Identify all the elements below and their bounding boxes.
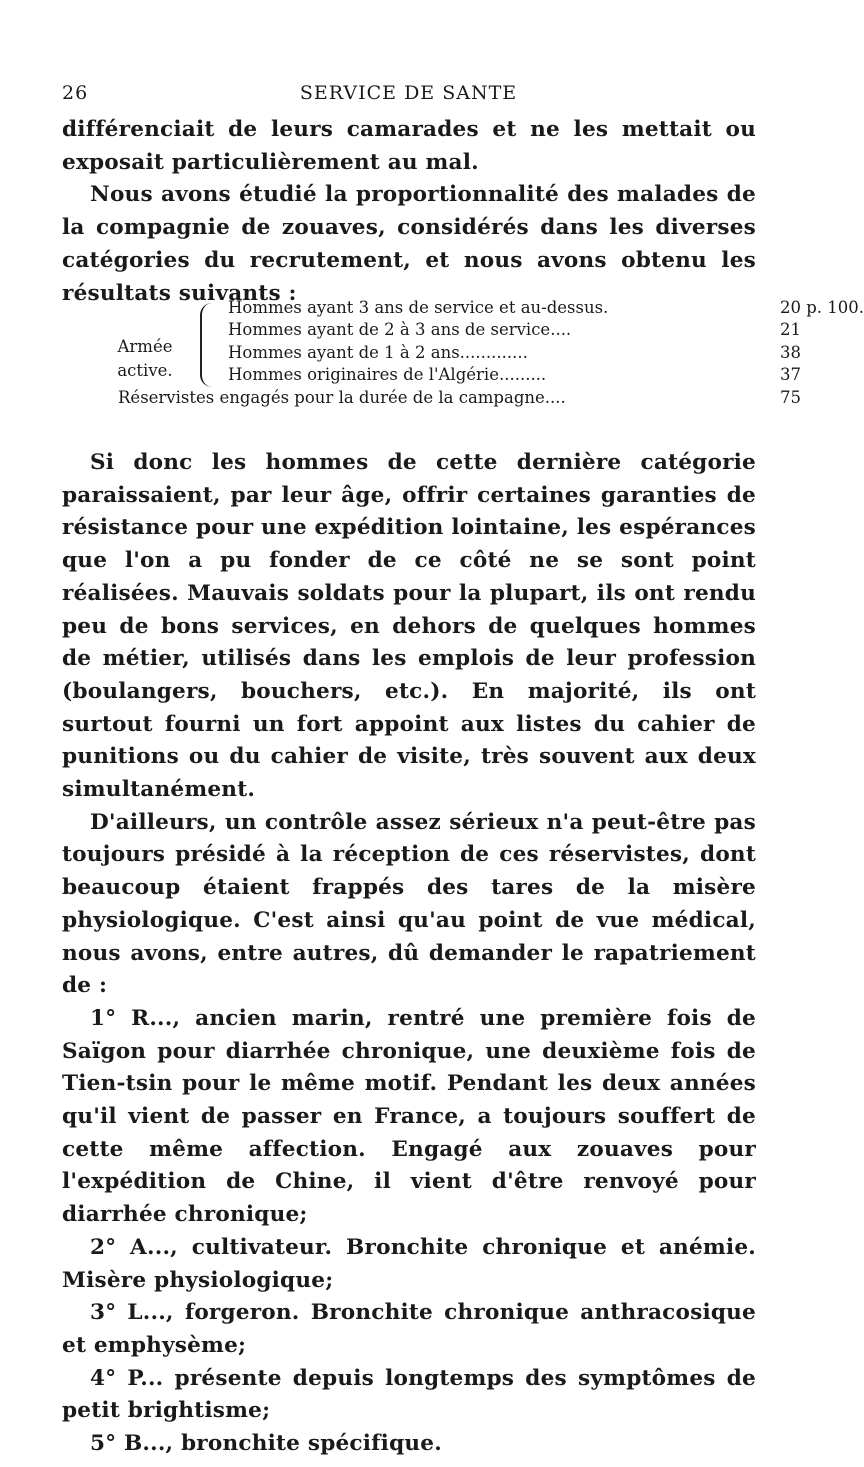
row-value: 75	[780, 387, 801, 407]
paragraph: différenciait de leurs camarades et ne les mettait ou exposait particulièrement au mal.	[62, 117, 756, 175]
list-item: 1° R..., ancien marin, rentré une première fois de Saïgon pour diarrhée chronique, une deuxième fois de Tien-tsin pour le même motif. Pendant les deux années qu'il vient de passer en France, a toujours souffert de cette même affection. Engagé aux zouaves pour l'expédition de Chine, il vient d'être renvoyé pour diarrhée chronique;	[62, 1005, 756, 1228]
table-row	[118, 387, 801, 409]
row-label: Hommes ayant de 1 à 2 ans.............	[228, 342, 528, 362]
page-number: 26	[62, 82, 89, 104]
side-label-line: Armée	[117, 337, 173, 356]
table-row	[228, 297, 864, 319]
row-value: 37	[780, 365, 801, 385]
table-row	[228, 319, 801, 341]
table-row	[228, 342, 801, 364]
paragraph: D'ailleurs, un contrôle assez sérieux n'a peut-être pas toujours présidé à la réception de ces réservistes, dont beaucoup étaient frappés des tares de la misère physiologique. C'est ainsi qu'au point de vue médical, nous avons, entre autres, dû demander le rapatriement de :	[62, 809, 756, 999]
text-block-bottom	[62, 447, 756, 1461]
table-side-label	[115, 335, 175, 383]
list-item: 5° B..., bronchite spécifique.	[90, 1431, 442, 1457]
table-row	[228, 364, 801, 386]
page-header	[62, 82, 755, 114]
row-label: Hommes originaires de l'Algérie.........	[228, 365, 547, 385]
row-value: 21	[780, 320, 801, 340]
row-value: 38	[780, 342, 801, 362]
row-label: Hommes ayant 3 ans de service et au-dessus.	[228, 298, 609, 317]
paragraph: Si donc les hommes de cette dernière catégorie paraissaient, par leur âge, offrir certaines garanties de résistance pour une expédition lointaine, les espérances que l'on a pu fonder de ce côté ne se sont point réalisées. Mauvais soldats pour la plupart, ils ont rendu peu de bons services, en dehors de quelques hommes de métier, utilisés dans les emplois de leur profession (boulangers, bouchers, etc.). En majorité, ils ont surtout fourni un fort appoint aux listes du cahier de punitions ou du cahier de visite, très souvent aux deux simultanément.	[62, 450, 756, 803]
list-item: 2° A..., cultivateur. Bronchite chronique et anémie. Misère physiologique;	[62, 1234, 756, 1293]
brace-icon	[200, 303, 216, 387]
row-value: 20 p. 100.	[780, 298, 864, 317]
statistics-table	[110, 297, 864, 447]
row-label: Hommes ayant de 2 à 3 ans de service....	[228, 320, 572, 340]
text-block-top	[62, 114, 756, 310]
row-label: Réservistes engagés pour la durée de la campagne....	[118, 387, 566, 407]
side-label-line: active.	[117, 361, 173, 380]
paragraph: Nous avons étudié la proportionnalité des malades de la compagnie de zouaves, considérés dans les diverses catégories du recrutement, et nous avons obtenu les résultats suivants :	[62, 182, 756, 306]
running-title: SERVICE DE SANTE	[299, 82, 518, 104]
list-item: 4° P... présente depuis longtemps des symptômes de petit brightisme;	[62, 1365, 756, 1424]
list-item: 3° L..., forgeron. Bronchite chronique anthracosique et emphysème;	[62, 1300, 756, 1358]
